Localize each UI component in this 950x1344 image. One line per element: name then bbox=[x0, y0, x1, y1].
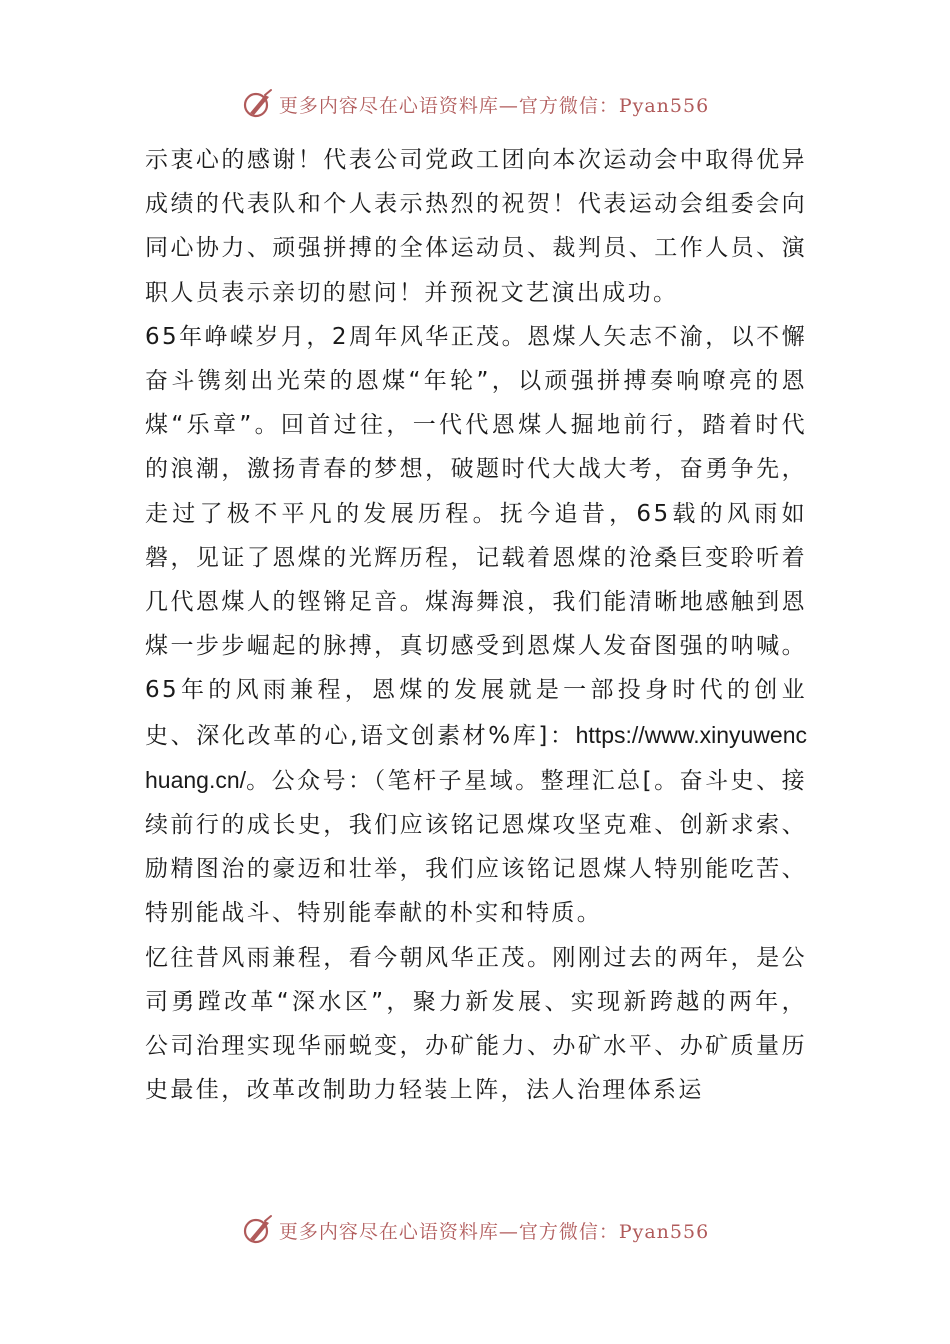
paragraph-2-tail: 。公众号：（笔杆子星域。整理汇总[。奋斗史、接续前行的成长史，我们应该铭记恩煤攻坚克难、创新求索、励精图治的豪迈和壮举，我们应该铭记恩煤人特别能吃苦、特别能战斗、特别能奉献的朴实和特质。 bbox=[145, 767, 807, 927]
footer-watermark-text: 更多内容尽在心语资料库—官方微信：Pyan556 bbox=[278, 1220, 710, 1243]
paragraph-2 bbox=[145, 315, 807, 936]
footer-watermark bbox=[0, 1210, 950, 1250]
header-watermark bbox=[0, 84, 950, 124]
paragraph-3: 忆往昔风雨兼程，看今朝风华正茂。刚刚过去的两年，是公司勇蹚改革“深水区”，聚力新发展、实现新跨越的两年，公司治理实现华丽蜕变，办矿能力、办矿水平、办矿质量历史最佳，改革改制助力轻装上阵，法人治理体系运 bbox=[145, 944, 807, 1104]
paragraph-2-text: 65年峥嵘岁月，2周年风华正茂。恩煤人矢志不渝，以不懈奋斗镌刻出光荣的恩煤“年轮”，以顽强拼搏奏响嘹亮的恩煤“乐章”。回首过往，一代代恩煤人掘地前行，踏着时代的浪潮，激扬青春的梦想，破题时代大战大考，奋勇争先，走过了极不平凡的发展历程。抚今追昔，65载的风雨如磐，见证了恩煤的光辉历程，记载着恩煤的沧桑巨变聆听着几代恩煤人的铿锵足音。煤海舞浪，我们能清晰地感触到恩煤一步步崛起的脉搏，真切感受到恩煤人发奋图强的呐喊。65年的风雨兼程，恩煤的发展就是一部投身时代的创业史、深化改革的心,语文创素材%库]： bbox=[145, 323, 807, 749]
header-watermark-text: 更多内容尽在心语资料库—官方微信：Pyan556 bbox=[278, 94, 710, 117]
website-url: https://www.xinyuwenchuang.cn/ bbox=[145, 721, 807, 793]
pen-logo-icon bbox=[241, 87, 275, 121]
document-body bbox=[145, 138, 807, 1112]
pen-logo-icon bbox=[241, 1213, 275, 1247]
paragraph-1: 示衷心的感谢！代表公司党政工团向本次运动会中取得优异成绩的代表队和个人表示热烈的祝贺！代表运动会组委会向同心协力、顽强拼搏的全体运动员、裁判员、工作人员、演职人员表示亲切的慰问！并预祝文艺演出成功。 bbox=[145, 147, 807, 306]
